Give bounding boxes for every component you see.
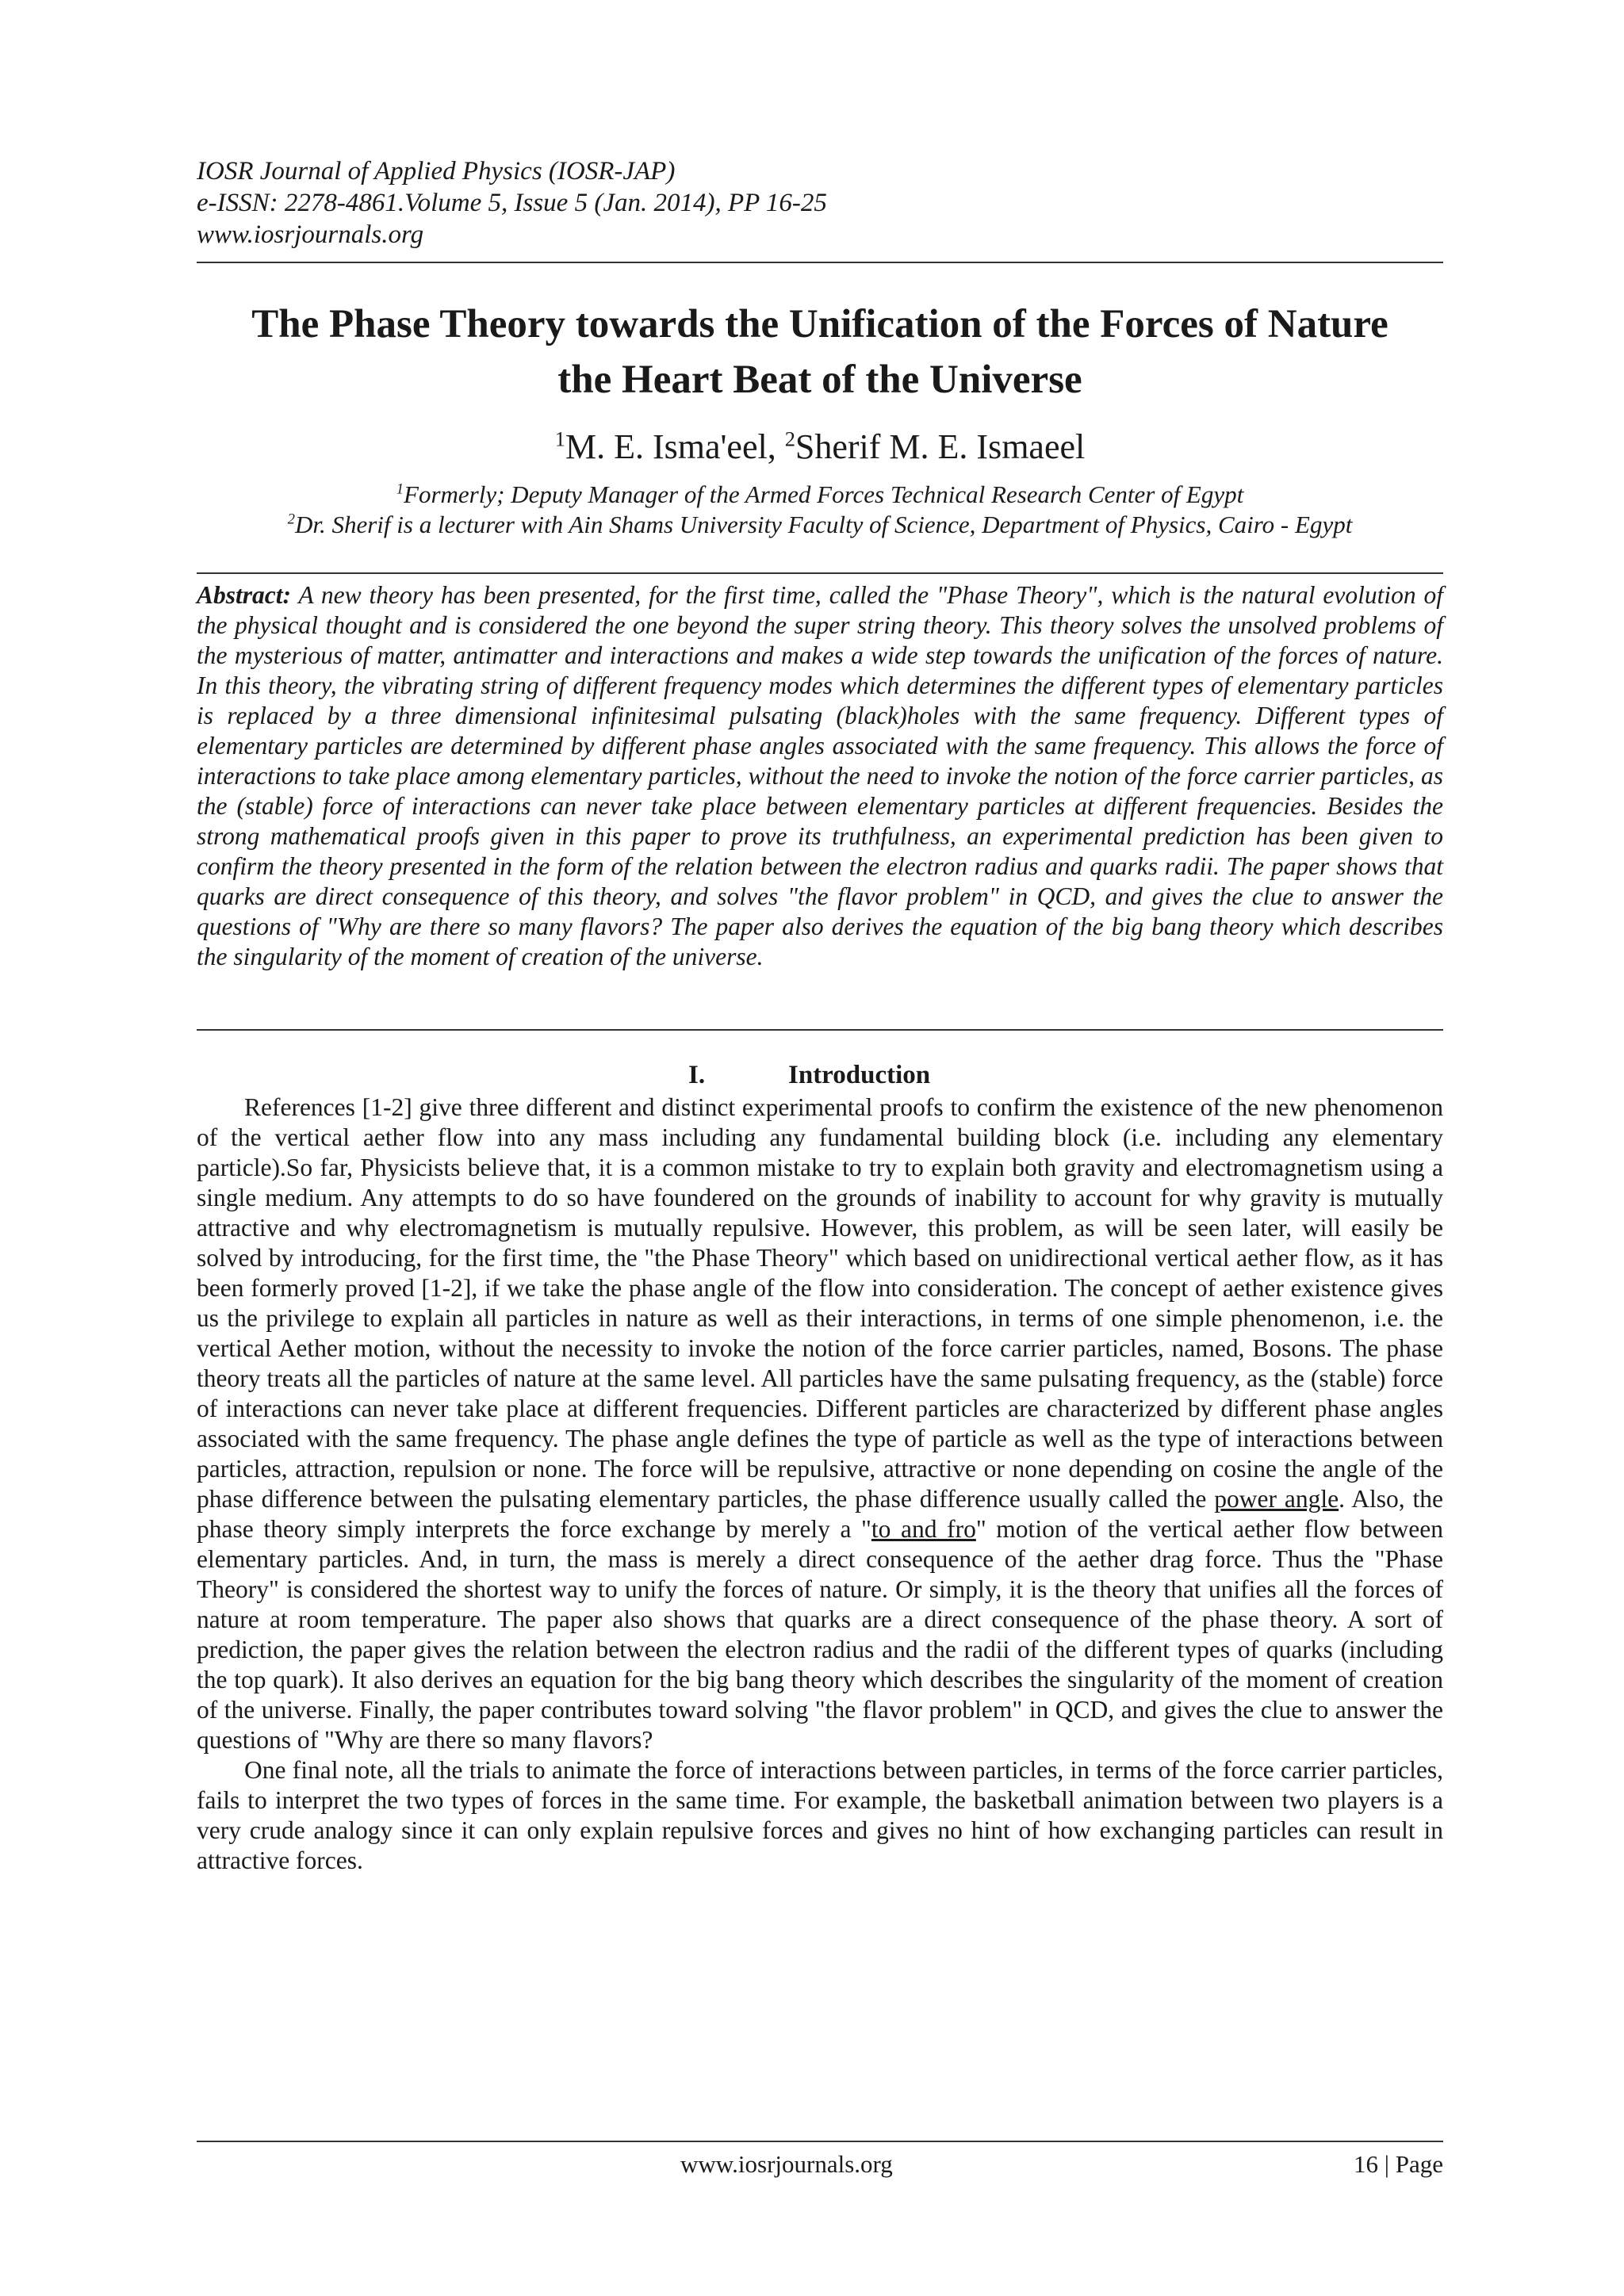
affiliation-1-superscript: 1	[396, 480, 404, 498]
affiliation-2-superscript: 2	[287, 511, 295, 528]
title-line-2: the Heart Beat of the Universe	[557, 358, 1082, 402]
affiliation-2	[197, 509, 1443, 541]
journal-header	[197, 155, 1443, 251]
journal-website: www.iosrjournals.org	[197, 220, 424, 249]
author-1-name: M. E. Isma'eel,	[565, 427, 785, 466]
author-list	[197, 425, 1443, 469]
section-title: Introduction	[788, 1061, 931, 1089]
author-2-superscript: 2	[784, 427, 795, 451]
to-and-fro-term: to and fro	[871, 1515, 976, 1543]
journal-name: IOSR Journal of Applied Physics (IOSR-JAP)	[197, 157, 676, 186]
intro-paragraph-1	[197, 1093, 1443, 1755]
section-number: I.	[688, 1061, 706, 1089]
abstract	[197, 580, 1443, 972]
affiliation-2-text: Dr. Sherif is a lecturer with Ain Shams University Faculty of Science, Department of Physics, Cairo - Egypt	[294, 511, 1353, 538]
abstract-bottom-rule	[197, 1029, 1443, 1031]
paper-page	[197, 0, 1443, 2296]
paper-title	[197, 297, 1443, 408]
header-rule	[197, 262, 1443, 263]
intro-p1-text-c: " motion of the vertical aether flow between elementary particles. And, in turn, the mass is merely a direct consequence of the aether drag force. Thus the "Phase Theory" is considered the shortest way to unify the forces of nature. Or simply, it is the theory that unifies all the forces of nature at room temperature. The paper also shows that quarks are a direct consequence of the phase theory. A sort of prediction, the paper gives the relation between the electron radius and the radii of the different types of quarks (including the top quark). It also derives an equation for the big bang theory which describes the singularity of the moment of creation of the universe. Finally, the paper contributes toward solving "the flavor problem" in QCD, and gives the clue to answer the questions of "Why are there so many flavors?	[197, 1515, 1443, 1754]
author-1-superscript: 1	[554, 427, 565, 451]
title-line-1: The Phase Theory towards the Unification of the Forces of Nature	[251, 302, 1388, 346]
page-number: 16 | Page	[1354, 2150, 1443, 2178]
abstract-text: A new theory has been presented, for the first time, called the "Phase Theory", which is the natural evolution of the physical thought and is considered the one beyond the super string theory. This theory solves the unsolved problems of the mysterious of matter, antimatter and interactions and makes a wide step towards the unification of the forces of nature. In this theory, the vibrating string of different frequency modes which determines the different types of elementary particles is replaced by a three dimensional infinitesimal pulsating (black)holes with the same frequency. Different types of elementary particles are determined by different phase angles associated with the same frequency. This allows the force of interactions to take place among elementary particles, without the need to invoke the notion of the force carrier particles, as the (stable) force of interactions can never take place between elementary particles at different frequencies. Besides the strong mathematical proofs given in this paper to prove its truthfulness, an experimental prediction has been given to confirm the theory presented in the form of the relation between the electron radius and quarks radii. The paper shows that quarks are direct consequence of this theory, and solves "the flavor problem" in QCD, and gives the clue to answer the questions of "Why are there so many flavors? The paper also derives the equation of the big bang theory which describes the singularity of the moment of creation of the universe.	[197, 581, 1443, 970]
intro-paragraph-2: One final note, all the trials to animate the force of interactions between particles, in terms of the force carrier particles, fails to interpret the two types of forces in the same time. For example, the basketball animation between two players is a very crude analogy since it can only explain repulsive forces and gives no hint of how exchanging particles can result in attractive forces.	[197, 1756, 1443, 1874]
abstract-top-rule	[197, 572, 1443, 574]
affiliation-1	[197, 479, 1443, 511]
intro-p1-text-a: References [1-2] give three different and distinct experimental proofs to confirm the existence of the new phenomenon of the vertical aether flow into any mass including any fundamental building block (i.e. including any elementary particle).So far, Physicists believe that, it is a common mistake to try to explain both gravity and electromagnetism using a single medium. Any attempts to do so have foundered on the grounds of inability to account for why gravity is mutually attractive and why electromagnetism is mutually repulsive. However, this problem, as will be seen later, will easily be solved by introducing, for the first time, the "the Phase Theory" which based on unidirectional vertical aether flow, as it has been formerly proved [1-2], if we take the phase angle of the flow into consideration. The concept of aether existence gives us the privilege to explain all particles in nature as well as their interactions, in terms of one simple phenomenon, i.e. the vertical Aether motion, without the necessity to invoke the notion of the force carrier particles, named, Bosons. The phase theory treats all the particles of nature at the same level. All particles have the same pulsating frequency, as the (stable) force of interactions can never take place at different frequencies. Different particles are characterized by different phase angles associated with the same frequency. The phase angle defines the type of particle as well as the type of interactions between particles, attraction, repulsion or none. The force will be repulsive, attractive or none depending on cosine the angle of the phase difference between the pulsating elementary particles, the phase difference usually called the	[197, 1093, 1443, 1513]
power-angle-term: power angle	[1214, 1485, 1339, 1513]
affiliation-1-text: Formerly; Deputy Manager of the Armed Forces Technical Research Center of Egypt	[404, 480, 1244, 508]
intro-p1-text-b: . Also, the phase theory simply interprets the force exchange by merely a "	[197, 1485, 1444, 1543]
footer-rule	[197, 2141, 1443, 2142]
footer-website: www.iosrjournals.org	[680, 2150, 893, 2178]
abstract-label: Abstract:	[197, 581, 292, 609]
issn-line: e-ISSN: 2278-4861.Volume 5, Issue 5 (Jan. 2014), PP 16-25	[197, 189, 827, 217]
introduction-body	[197, 1093, 1443, 1876]
author-2-name: Sherif M. E. Ismaeel	[795, 427, 1086, 466]
